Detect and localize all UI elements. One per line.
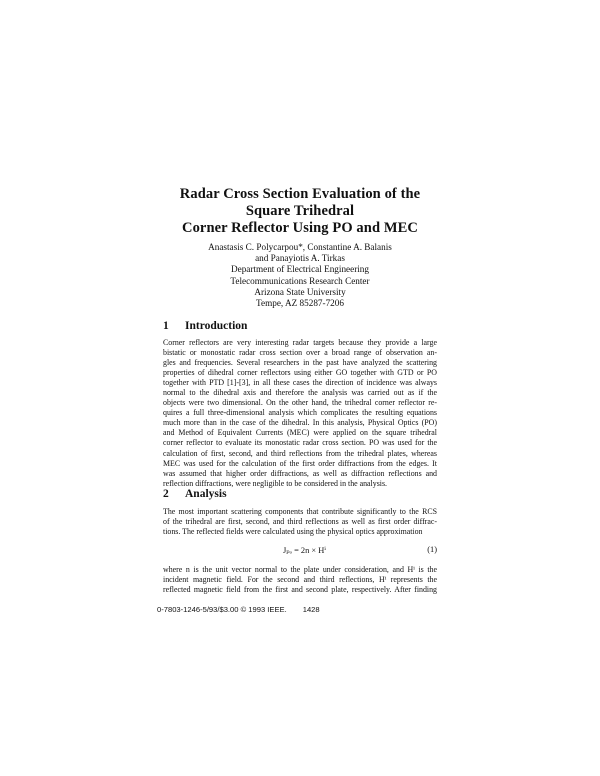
text-line: calculation of first, second, and third reflections from the trihedral plates, whereas (163, 448, 437, 458)
text-line: of the trihedral are first, second, and third reflections as well as first order diffrac- (163, 517, 437, 527)
equation-expression: Jₚₒ = 2n × Hⁱ (283, 546, 326, 555)
text-line: was assumed that higher order diffractions, as well as diffraction reflections and (163, 468, 437, 478)
text-line: normal to the dihedral axis and therefore the analysis was carried out as if the (163, 388, 437, 398)
text-line: reflection diffractions, were negligible to be considered in the analysis. (163, 478, 388, 488)
text-line: objects were two dimensional. On the other hand, the trihedral corner reflector re- (163, 398, 437, 408)
text-line: where n is the unit vector normal to the plate under consideration, and Hⁱ is the (163, 565, 437, 574)
analysis-paragraph-continued (163, 565, 437, 595)
section-title: Introduction (185, 320, 248, 332)
affiliation-department: Department of Electrical Engineering (230, 264, 369, 275)
page-footer (157, 605, 320, 614)
author-names: and Panayiotis A. Tirkas (255, 253, 345, 264)
text-line: incident magnetic field. For the second and third reflections, Hⁱ represents the (163, 575, 437, 585)
text-line: and Method of Equivalent Currents (MEC) were applied on the square trihedral (163, 428, 437, 438)
section-heading-analysis (163, 488, 227, 500)
equation-number: (1) (427, 545, 437, 554)
text-line: MEC was used for the calculation of the first order diffractions from the edges. It (163, 458, 437, 468)
page-number: 1428 (302, 605, 320, 614)
section-number: 1 (163, 320, 169, 332)
analysis-paragraph (163, 507, 437, 537)
text-line: bistatic or monostatic radar cross section over a broad range of observation an- (163, 348, 437, 358)
title-line: Radar Cross Section Evaluation of the (179, 186, 421, 202)
text-line: tions. The reflected fields were calculated using the physical optics approximation (163, 527, 423, 537)
text-line: much more than in the case of the dihedral. In this analysis, Physical Optics (PO) (163, 418, 437, 428)
text-line: reflected magnetic field from the first and second plate, respectively. After finding (163, 585, 437, 595)
text-line: Corner reflectors are very interesting radar targets because they provide a large (163, 338, 437, 347)
section-title: Analysis (185, 488, 227, 500)
text-line: The most important scattering components that contribute significantly to the RCS (163, 507, 437, 516)
title-line: Corner Reflector Using PO and MEC (182, 220, 418, 236)
section-number: 2 (163, 488, 169, 500)
text-line: quires a full three-dimensional analysis which complicates the resulting equations (163, 408, 437, 418)
text-line: gles and frequencies. Several researchers in the past have analyzed the scattering (163, 358, 437, 368)
text-line: corner reflector to evaluate its monostatic radar cross section. PO was used for the (163, 438, 437, 448)
paper-title (120, 186, 480, 237)
affiliation-university: Arizona State University (254, 286, 346, 297)
text-line: properties of dihedral corner reflectors using either GO together with GTD or PO (163, 368, 437, 378)
text-line: together with PTD [1]-[3], in all these cases the direction of incidence was always (163, 378, 437, 388)
introduction-paragraph (163, 338, 437, 489)
author-block (120, 242, 480, 309)
author-names: Anastasis C. Polycarpou*, Constantine A. Balanis (208, 242, 392, 252)
copyright-notice: 0-7803-1246-5/93/$3.00 © 1993 IEEE. (157, 605, 287, 614)
affiliation-address: Tempe, AZ 85287-7206 (256, 298, 344, 309)
title-line: Square Trihedral (245, 203, 355, 219)
affiliation-center: Telecommunications Research Center (230, 275, 370, 286)
section-heading-introduction (163, 320, 247, 332)
